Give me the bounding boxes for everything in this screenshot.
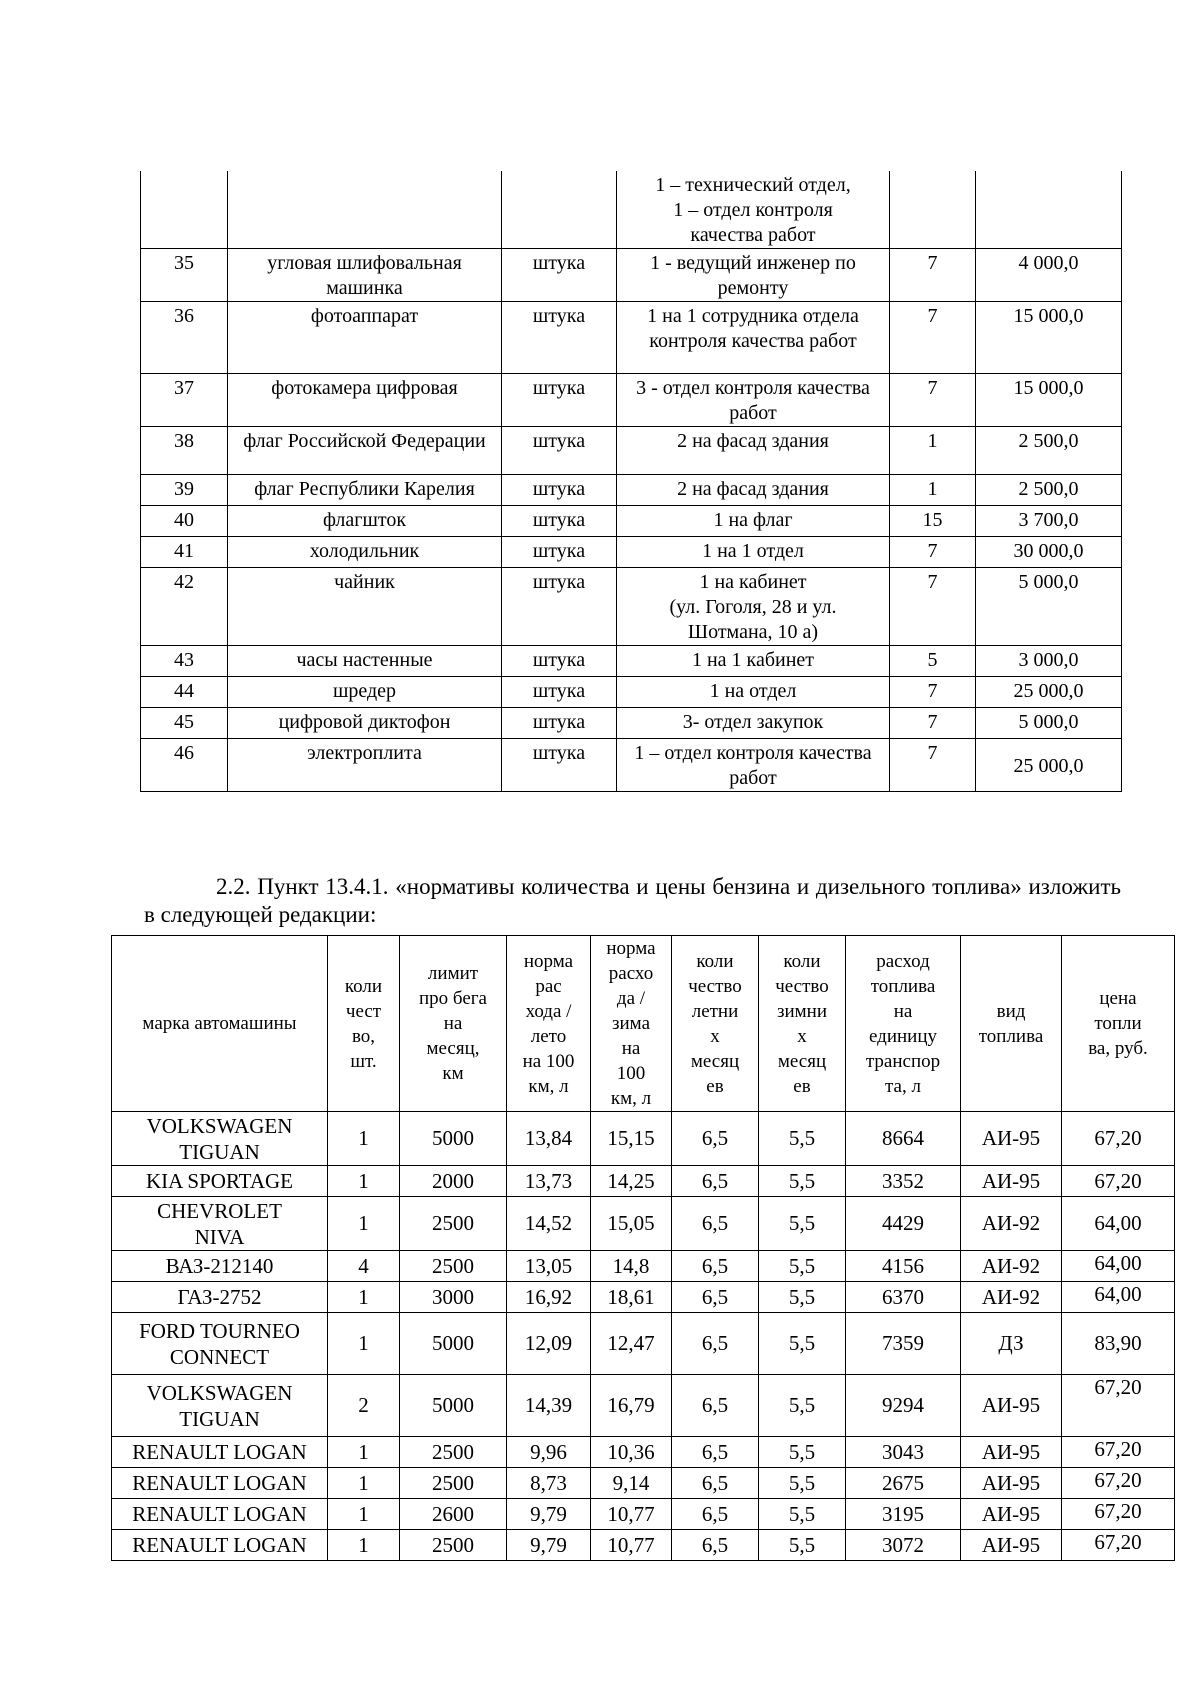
equipment-norms-table: [140, 171, 1122, 792]
cell-winter_months: 5,5: [759, 1112, 846, 1166]
cell-winter: 10,77: [591, 1499, 672, 1530]
cell-price: 3 700,0: [976, 506, 1122, 537]
cell-price: [976, 171, 1122, 249]
cell-name: цифровой диктофон: [228, 708, 502, 739]
cell-name: чайник: [228, 568, 502, 646]
cell-price: 67,20: [1062, 1530, 1175, 1561]
column-header: вид топлива: [961, 936, 1062, 1112]
cell-norm: 2 на фасад здания: [617, 475, 890, 506]
table-row: [141, 427, 1122, 475]
cell-summer: 14,52: [507, 1197, 591, 1251]
cell-consumption: 7359: [846, 1313, 961, 1375]
cell-num: 39: [141, 475, 228, 506]
cell-brand: VOLKSWAGEN TIGUAN: [112, 1375, 328, 1437]
cell-summer_months: 6,5: [672, 1197, 759, 1251]
cell-summer_months: 6,5: [672, 1282, 759, 1313]
cell-years: 5: [890, 646, 976, 677]
cell-limit: 2500: [400, 1437, 507, 1468]
cell-qty: 1: [328, 1468, 400, 1499]
cell-fuel: ДЗ: [961, 1313, 1062, 1375]
cell-years: 7: [890, 568, 976, 646]
cell-fuel: АИ-92: [961, 1251, 1062, 1282]
cell-price: 67,20: [1062, 1437, 1175, 1468]
section-paragraph: 2.2. Пункт 13.4.1. «нормативы количества и цены бензина и дизельного топлива» изложить в следующей редакции:: [144, 874, 1121, 927]
cell-limit: 5000: [400, 1112, 507, 1166]
cell-winter: 10,77: [591, 1530, 672, 1561]
column-header: норма расхо да / зима на 100 км, л: [591, 936, 672, 1112]
cell-price: 67,20: [1062, 1112, 1175, 1166]
cell-num: 41: [141, 537, 228, 568]
cell-brand: RENAULT LOGAN: [112, 1499, 328, 1530]
cell-consumption: 4156: [846, 1251, 961, 1282]
cell-summer: 9,79: [507, 1499, 591, 1530]
cell-name: флаг Российской Федерации: [228, 427, 502, 475]
cell-unit: штука: [502, 568, 617, 646]
cell-price: 25 000,0: [976, 677, 1122, 708]
cell-name: угловая шлифовальная машинка: [228, 249, 502, 302]
cell-unit: штука: [502, 677, 617, 708]
cell-name: электроплита: [228, 739, 502, 792]
cell-consumption: 3195: [846, 1499, 961, 1530]
cell-num: 40: [141, 506, 228, 537]
cell-brand: RENAULT LOGAN: [112, 1437, 328, 1468]
cell-brand: KIA SPORTAGE: [112, 1166, 328, 1197]
cell-brand: ВАЗ-212140: [112, 1251, 328, 1282]
cell-consumption: 4429: [846, 1197, 961, 1251]
cell-num: 46: [141, 739, 228, 792]
cell-years: 15: [890, 506, 976, 537]
cell-fuel: АИ-92: [961, 1197, 1062, 1251]
column-header: расход топлива на единицу транспор та, л: [846, 936, 961, 1112]
cell-years: 1: [890, 427, 976, 475]
cell-summer: 8,73: [507, 1468, 591, 1499]
cell-qty: 1: [328, 1282, 400, 1313]
cell-qty: 1: [328, 1166, 400, 1197]
cell-qty: 1: [328, 1197, 400, 1251]
table-row: [141, 708, 1122, 739]
table-row: [141, 249, 1122, 302]
cell-num: 36: [141, 302, 228, 374]
cell-name: флаг Республики Карелия: [228, 475, 502, 506]
cell-fuel: АИ-95: [961, 1375, 1062, 1437]
cell-unit: штука: [502, 249, 617, 302]
table-row: [141, 506, 1122, 537]
column-header: норма рас хода / лето на 100 км, л: [507, 936, 591, 1112]
cell-unit: штука: [502, 302, 617, 374]
cell-fuel: АИ-95: [961, 1112, 1062, 1166]
cell-price: 67,20: [1062, 1166, 1175, 1197]
cell-qty: 1: [328, 1499, 400, 1530]
cell-years: 7: [890, 249, 976, 302]
cell-norm: 3- отдел закупок: [617, 708, 890, 739]
cell-winter: 14,25: [591, 1166, 672, 1197]
cell-summer: 13,73: [507, 1166, 591, 1197]
cell-unit: штука: [502, 739, 617, 792]
cell-winter: 15,15: [591, 1112, 672, 1166]
table-row: [112, 1375, 1175, 1437]
column-header: лимит про бега на месяц, км: [400, 936, 507, 1112]
table-row: [141, 646, 1122, 677]
cell-years: 7: [890, 374, 976, 427]
cell-price: 67,20: [1062, 1468, 1175, 1499]
cell-fuel: АИ-95: [961, 1437, 1062, 1468]
table-row: [112, 1437, 1175, 1468]
cell-norm: 1 на флаг: [617, 506, 890, 537]
cell-winter: 9,14: [591, 1468, 672, 1499]
table-row: [112, 1251, 1175, 1282]
cell-brand: FORD TOURNEO CONNECT: [112, 1313, 328, 1375]
cell-num: [141, 171, 228, 249]
cell-years: 7: [890, 708, 976, 739]
cell-summer_months: 6,5: [672, 1313, 759, 1375]
cell-price: 2 500,0: [976, 427, 1122, 475]
cell-fuel: АИ-95: [961, 1499, 1062, 1530]
table-row: [112, 1166, 1175, 1197]
cell-qty: 1: [328, 1112, 400, 1166]
cell-price: 15 000,0: [976, 302, 1122, 374]
cell-summer_months: 6,5: [672, 1499, 759, 1530]
cell-norm: 3 - отдел контроля качества работ: [617, 374, 890, 427]
cell-price: 67,20: [1062, 1499, 1175, 1530]
cell-name: [228, 171, 502, 249]
cell-consumption: 2675: [846, 1468, 961, 1499]
cell-consumption: 8664: [846, 1112, 961, 1166]
cell-winter_months: 5,5: [759, 1499, 846, 1530]
cell-winter: 15,05: [591, 1197, 672, 1251]
cell-consumption: 6370: [846, 1282, 961, 1313]
cell-price: 64,00: [1062, 1251, 1175, 1282]
cell-limit: 2500: [400, 1468, 507, 1499]
cell-norm: 1 – технический отдел, 1 – отдел контроля качества работ: [617, 171, 890, 249]
cell-winter_months: 5,5: [759, 1468, 846, 1499]
cell-name: холодильник: [228, 537, 502, 568]
cell-num: 38: [141, 427, 228, 475]
cell-winter: 14,8: [591, 1251, 672, 1282]
cell-price: 64,00: [1062, 1282, 1175, 1313]
cell-price: 64,00: [1062, 1197, 1175, 1251]
column-header: марка автомашины: [112, 936, 328, 1112]
table-row: [141, 568, 1122, 646]
cell-limit: 2500: [400, 1251, 507, 1282]
cell-unit: штука: [502, 646, 617, 677]
cell-winter: 18,61: [591, 1282, 672, 1313]
cell-price: 5 000,0: [976, 568, 1122, 646]
cell-price: 15 000,0: [976, 374, 1122, 427]
cell-unit: [502, 171, 617, 249]
table-row: [141, 537, 1122, 568]
cell-brand: RENAULT LOGAN: [112, 1530, 328, 1561]
cell-brand: ГАЗ-2752: [112, 1282, 328, 1313]
cell-num: 44: [141, 677, 228, 708]
table-row: [112, 1468, 1175, 1499]
column-header: коли чест во, шт.: [328, 936, 400, 1112]
cell-winter_months: 5,5: [759, 1313, 846, 1375]
cell-consumption: 3352: [846, 1166, 961, 1197]
cell-qty: 1: [328, 1530, 400, 1561]
cell-norm: 1 на 1 сотрудника отдела контроля качества работ: [617, 302, 890, 374]
cell-summer: 9,79: [507, 1530, 591, 1561]
cell-fuel: АИ-95: [961, 1468, 1062, 1499]
column-header: коли чество летни х месяц ев: [672, 936, 759, 1112]
cell-unit: штука: [502, 506, 617, 537]
cell-summer_months: 6,5: [672, 1468, 759, 1499]
cell-limit: 5000: [400, 1313, 507, 1375]
cell-unit: штука: [502, 427, 617, 475]
table-row: [112, 1530, 1175, 1561]
cell-qty: 1: [328, 1313, 400, 1375]
cell-num: 42: [141, 568, 228, 646]
cell-qty: 4: [328, 1251, 400, 1282]
cell-price: 67,20: [1062, 1375, 1175, 1437]
cell-summer_months: 6,5: [672, 1375, 759, 1437]
cell-price: 2 500,0: [976, 475, 1122, 506]
cell-summer: 12,09: [507, 1313, 591, 1375]
cell-norm: 1 - ведущий инженер по ремонту: [617, 249, 890, 302]
cell-name: шредер: [228, 677, 502, 708]
cell-years: 1: [890, 475, 976, 506]
cell-years: 7: [890, 302, 976, 374]
cell-price: 30 000,0: [976, 537, 1122, 568]
cell-qty: 1: [328, 1437, 400, 1468]
cell-years: 7: [890, 537, 976, 568]
column-header: коли чество зимни х месяц ев: [759, 936, 846, 1112]
column-header: цена топли ва, руб.: [1062, 936, 1175, 1112]
table-row: [112, 1313, 1175, 1375]
cell-unit: штука: [502, 475, 617, 506]
cell-brand: RENAULT LOGAN: [112, 1468, 328, 1499]
cell-years: 7: [890, 739, 976, 792]
table-row: [112, 1282, 1175, 1313]
table-row: [141, 171, 1122, 249]
cell-num: 37: [141, 374, 228, 427]
cell-summer: 14,39: [507, 1375, 591, 1437]
cell-winter_months: 5,5: [759, 1282, 846, 1313]
cell-name: фотоаппарат: [228, 302, 502, 374]
cell-summer_months: 6,5: [672, 1112, 759, 1166]
cell-qty: 2: [328, 1375, 400, 1437]
cell-summer: 9,96: [507, 1437, 591, 1468]
cell-unit: штука: [502, 708, 617, 739]
cell-price: 3 000,0: [976, 646, 1122, 677]
table-row: [112, 1499, 1175, 1530]
cell-price: 83,90: [1062, 1313, 1175, 1375]
cell-norm: 1 на 1 отдел: [617, 537, 890, 568]
cell-norm: 1 на 1 кабинет: [617, 646, 890, 677]
cell-years: [890, 171, 976, 249]
cell-limit: 2500: [400, 1530, 507, 1561]
table-row: [141, 302, 1122, 374]
cell-winter: 10,36: [591, 1437, 672, 1468]
cell-winter_months: 5,5: [759, 1437, 846, 1468]
cell-name: флагшток: [228, 506, 502, 537]
table-header-row: [112, 936, 1175, 1112]
cell-norm: 1 на отдел: [617, 677, 890, 708]
cell-fuel: АИ-95: [961, 1166, 1062, 1197]
table-row: [141, 374, 1122, 427]
cell-price: 5 000,0: [976, 708, 1122, 739]
cell-num: 35: [141, 249, 228, 302]
cell-num: 43: [141, 646, 228, 677]
cell-years: 7: [890, 677, 976, 708]
cell-consumption: 9294: [846, 1375, 961, 1437]
cell-norm: 1 – отдел контроля качества работ: [617, 739, 890, 792]
cell-summer_months: 6,5: [672, 1166, 759, 1197]
cell-winter_months: 5,5: [759, 1375, 846, 1437]
cell-norm: 1 на кабинет (ул. Гоголя, 28 и ул. Шотмана, 10 а): [617, 568, 890, 646]
table-row: [112, 1197, 1175, 1251]
table-row: [112, 1112, 1175, 1166]
cell-winter_months: 5,5: [759, 1166, 846, 1197]
cell-limit: 2000: [400, 1166, 507, 1197]
cell-consumption: 3072: [846, 1530, 961, 1561]
table-row: [141, 677, 1122, 708]
cell-summer: 13,05: [507, 1251, 591, 1282]
cell-winter: 12,47: [591, 1313, 672, 1375]
cell-winter: 16,79: [591, 1375, 672, 1437]
cell-summer_months: 6,5: [672, 1530, 759, 1561]
cell-summer: 13,84: [507, 1112, 591, 1166]
cell-consumption: 3043: [846, 1437, 961, 1468]
cell-limit: 5000: [400, 1375, 507, 1437]
cell-price: 4 000,0: [976, 249, 1122, 302]
cell-winter_months: 5,5: [759, 1530, 846, 1561]
cell-summer: 16,92: [507, 1282, 591, 1313]
cell-limit: 2500: [400, 1197, 507, 1251]
cell-limit: 2600: [400, 1499, 507, 1530]
cell-name: фотокамера цифровая: [228, 374, 502, 427]
cell-brand: VOLKSWAGEN TIGUAN: [112, 1112, 328, 1166]
cell-unit: штука: [502, 374, 617, 427]
cell-winter_months: 5,5: [759, 1251, 846, 1282]
cell-summer_months: 6,5: [672, 1437, 759, 1468]
cell-fuel: АИ-95: [961, 1530, 1062, 1561]
cell-name: часы настенные: [228, 646, 502, 677]
cell-unit: штука: [502, 537, 617, 568]
cell-brand: CHEVROLET NIVA: [112, 1197, 328, 1251]
table-row: [141, 739, 1122, 792]
cell-fuel: АИ-92: [961, 1282, 1062, 1313]
cell-limit: 3000: [400, 1282, 507, 1313]
table-row: [141, 475, 1122, 506]
cell-norm: 2 на фасад здания: [617, 427, 890, 475]
cell-summer_months: 6,5: [672, 1251, 759, 1282]
fuel-norms-table: [111, 935, 1175, 1561]
cell-num: 45: [141, 708, 228, 739]
cell-price: 25 000,0: [976, 739, 1122, 792]
cell-winter_months: 5,5: [759, 1197, 846, 1251]
